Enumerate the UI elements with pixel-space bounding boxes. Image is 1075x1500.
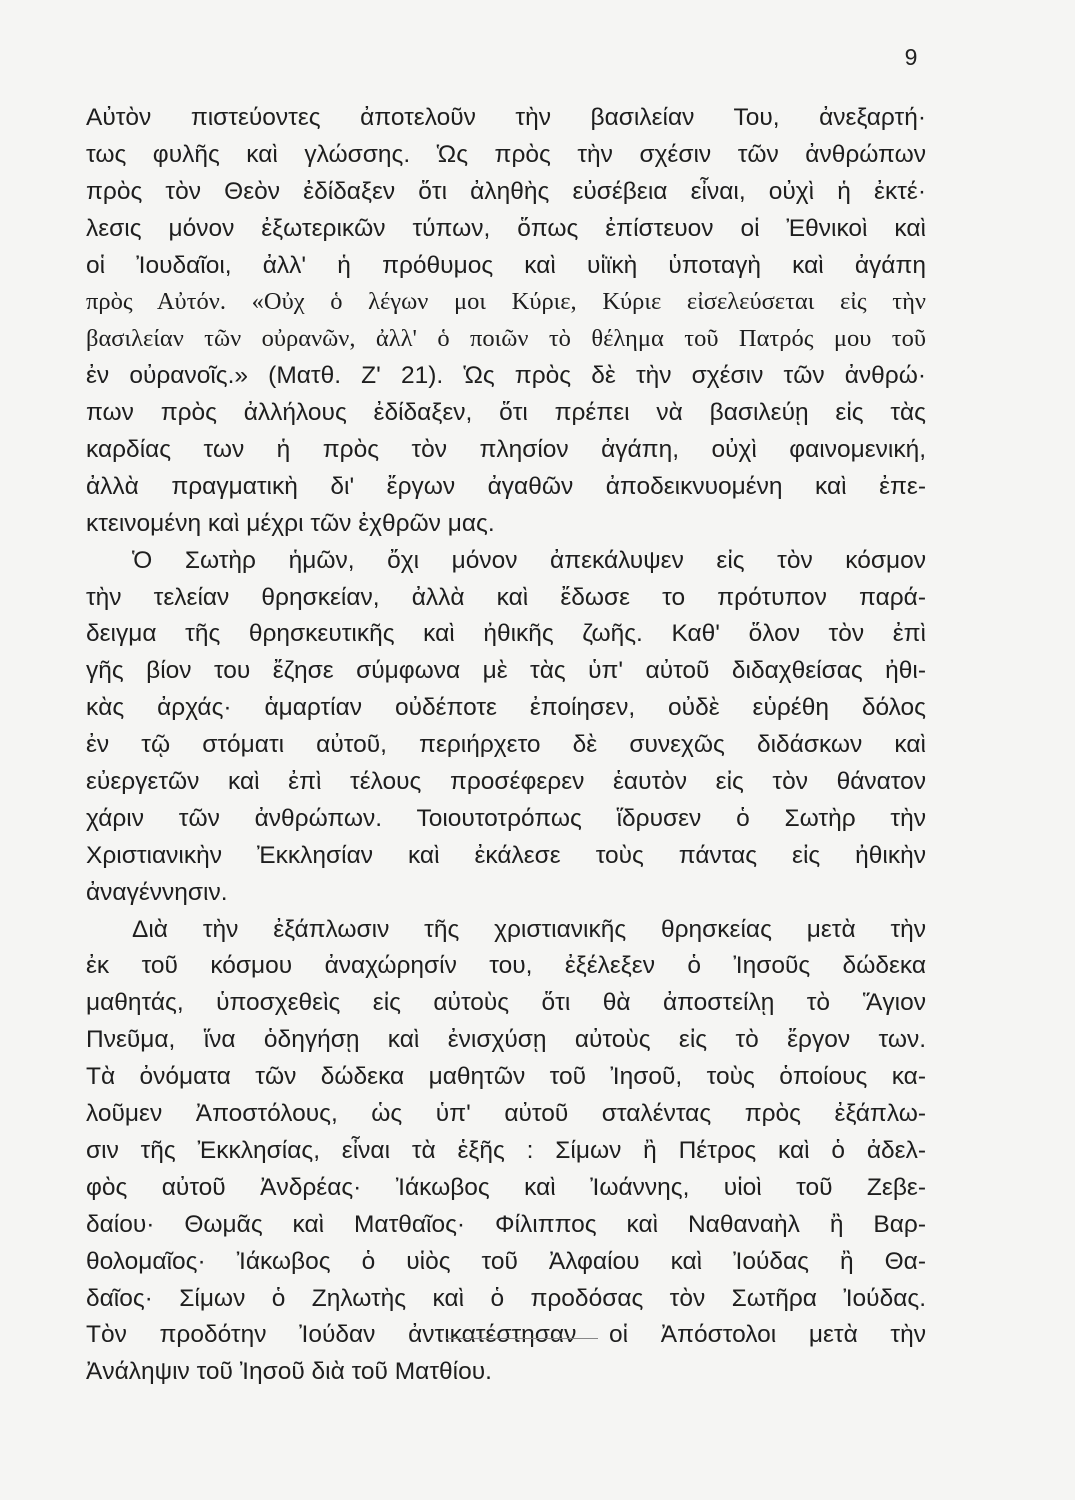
text-line: πων πρὸς ἀλλήλους ἐδίδαξεν, ὅτι πρέπει νὰ βασιλεύῃ εἰς τὰς bbox=[86, 399, 926, 427]
text-line: λεσις μόνον ἐξωτερικῶν τύπων, ὅπως ἐπίστευον οἱ Ἐθνικοὶ καὶ bbox=[86, 214, 926, 242]
text-line: δειγμα τῆς θρησκευτικῆς καὶ ἠθικῆς ζωῆς. Καθ' ὅλον τὸν ἐπὶ bbox=[86, 620, 926, 648]
text-line: οἱ Ἰουδαῖοι, ἀλλ' ἡ πρόθυμος καὶ υἱϊκὴ ὑποταγὴ καὶ ἀγάπη bbox=[86, 251, 926, 279]
text-line: Ἀνάληψιν τοῦ Ἰησοῦ διὰ τοῦ Ματθίου. bbox=[86, 1358, 492, 1386]
text-line: θολομαῖος· Ἰάκωβος ὁ υἱὸς τοῦ Ἀλφαίου καὶ Ἰούδας ἢ Θα- bbox=[86, 1247, 926, 1275]
text-line: γῆς βίον του ἔζησε σύμφωνα μὲ τὰς ὑπ' αὐτοῦ διδαχθείσας ἠθι- bbox=[86, 657, 926, 685]
text-line: ἐκ τοῦ κόσμου ἀναχώρησίν του, ἐξέλεξεν ὁ Ἰησοῦς δώδεκα bbox=[86, 952, 926, 980]
text-line: δαῖος· Σίμων ὁ Ζηλωτὴς καὶ ὁ προδόσας τὸν Σωτῆρα Ἰούδας. bbox=[86, 1284, 926, 1312]
text-line: ἐν τῷ στόματι αὐτοῦ, περιήρχετο δὲ συνεχῶς διδάσκων καὶ bbox=[86, 731, 926, 759]
footer-rule bbox=[446, 1338, 598, 1339]
text-line: κτεινομένη καὶ μέχρι τῶν ἐχθρῶν μας. bbox=[86, 509, 495, 537]
text-line: σιν τῆς Ἐκκλησίας, εἶναι τὰ ἑξῆς : Σίμων ἢ Πέτρος καὶ ὁ ἀδελ- bbox=[86, 1136, 926, 1164]
text-line: τως φυλῆς καὶ γλώσσης. Ὡς πρὸς τὴν σχέσιν τῶν ἀνθρώπων bbox=[86, 140, 926, 168]
body-text bbox=[86, 100, 926, 1391]
text-line: Πνεῦμα, ἵνα ὁδηγήσῃ καὶ ἐνισχύσῃ αὐτοὺς εἰς τὸ ἔργον των. bbox=[86, 1026, 926, 1054]
text-line: ἐν οὐρανοῖς.» (Ματθ. Ζ' 21). Ὡς πρὸς δὲ τὴν σχέσιν τῶν ἀνθρώ· bbox=[86, 362, 926, 390]
text-line: ἀναγέννησιν. bbox=[86, 878, 228, 906]
text-line: κὰς ἀρχάς· ἁμαρτίαν οὐδέποτε ἐποίησεν, οὐδὲ εὑρέθη δόλος bbox=[86, 694, 926, 722]
text-line: μαθητάς, ὑποσχεθεὶς εἰς αὐτοὺς ὅτι θὰ ἀποστείλῃ τὸ Ἅγιον bbox=[86, 989, 926, 1017]
text-line: ἀλλὰ πραγματικὴ δι' ἔργων ἀγαθῶν ἀποδεικνυομένη καὶ ἐπε- bbox=[86, 472, 926, 500]
text-line: Χριστιανικὴν Ἐκκλησίαν καὶ ἐκάλεσε τοὺς πάντας εἰς ἠθικὴν bbox=[86, 841, 926, 869]
text-line: βασιλείαν τῶν οὐρανῶν, ἀλλ' ὁ ποιῶν τὸ θέλημα τοῦ Πατρός μου τοῦ bbox=[86, 325, 926, 353]
text-line: χάριν τῶν ἀνθρώπων. Τοιουτοτρόπως ἵδρυσεν ὁ Σωτὴρ τὴν bbox=[86, 804, 926, 832]
text-line: Διὰ τὴν ἐξάπλωσιν τῆς χριστιανικῆς θρησκείας μετὰ τὴν bbox=[132, 915, 926, 943]
text-line: φὸς αὐτοῦ Ἀνδρέας· Ἰάκωβος καὶ Ἰωάννης, υἱοὶ τοῦ Ζεβε- bbox=[86, 1173, 926, 1201]
text-line: Τὸν προδότην Ἰούδαν ἀντικατέστησαν οἱ Ἀπόστολοι μετὰ τὴν bbox=[86, 1321, 926, 1349]
text-line: πρὸς τὸν Θεὸν ἐδίδαξεν ὅτι ἀληθὴς εὐσέβεια εἶναι, οὐχὶ ἡ ἐκτέ· bbox=[86, 177, 926, 205]
text-line: τὴν τελείαν θρησκείαν, ἀλλὰ καὶ ἔδωσε το πρότυπον παρά- bbox=[86, 583, 926, 611]
text-line: Ὁ Σωτὴρ ἡμῶν, ὄχι μόνον ἀπεκάλυψεν εἰς τὸν κόσμον bbox=[132, 546, 926, 574]
text-line: λοῦμεν Ἀποστόλους, ὡς ὑπ' αὐτοῦ σταλέντας πρὸς ἐξάπλω- bbox=[86, 1100, 926, 1128]
text-line: Αὐτὸν πιστεύοντες ἀποτελοῦν τὴν βασιλείαν Του, ἀνεξαρτή· bbox=[86, 104, 926, 131]
text-line: εὐεργετῶν καὶ ἐπὶ τέλους προσέφερεν ἑαυτὸν εἰς τὸν θάνατον bbox=[86, 768, 926, 796]
text-line: πρὸς Αὐτόν. «Οὐχ ὁ λέγων μοι Κύριε, Κύριε εἰσελεύσεται εἰς τὴν bbox=[86, 288, 926, 316]
text-line: δαίου· Θωμᾶς καὶ Ματθαῖος· Φίλιππος καὶ Ναθαναὴλ ἢ Βαρ- bbox=[86, 1210, 926, 1238]
page-number: 9 bbox=[904, 44, 918, 70]
text-line: Τὰ ὀνόματα τῶν δώδεκα μαθητῶν τοῦ Ἰησοῦ, τοὺς ὁποίους κα- bbox=[86, 1063, 926, 1091]
text-line: καρδίας των ἡ πρὸς τὸν πλησίον ἀγάπη, οὐχὶ φαινομενική, bbox=[86, 436, 926, 464]
